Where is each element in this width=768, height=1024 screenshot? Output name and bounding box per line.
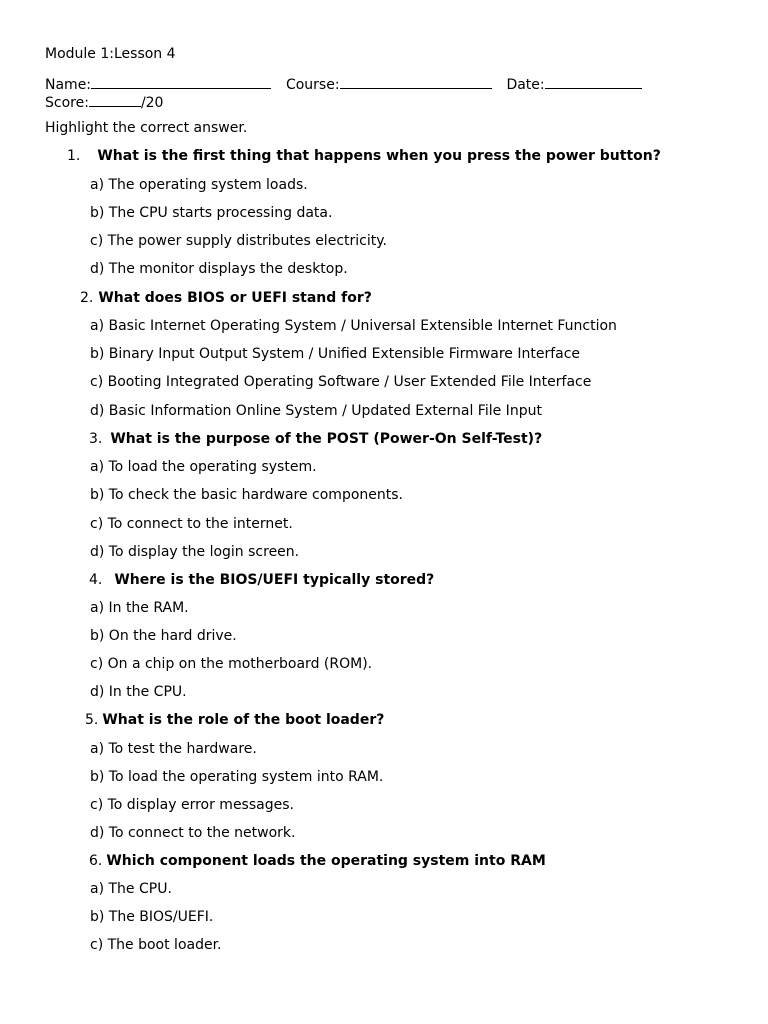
course-label: Course:: [285, 77, 340, 93]
answer-option[interactable]: b) To check the basic hardware components.: [90, 487, 403, 503]
answer-option[interactable]: a) The CPU.: [90, 881, 172, 897]
instruction-text: Highlight the correct answer.: [45, 120, 248, 136]
answer-option[interactable]: c) To display error messages.: [90, 797, 294, 813]
question-text: What is the role of the boot loader?: [102, 712, 385, 728]
answer-option[interactable]: c) Booting Integrated Operating Software / User Extended File Interface: [90, 374, 592, 390]
answer-option[interactable]: a) Basic Internet Operating System / Universal Extensible Internet Function: [90, 318, 617, 334]
question-2: [80, 290, 372, 307]
question-1: [67, 148, 661, 165]
name-label: Name:: [45, 77, 92, 93]
name-blank[interactable]: [91, 75, 271, 89]
answer-option[interactable]: c) To connect to the internet.: [90, 516, 293, 532]
answer-option[interactable]: d) To connect to the network.: [90, 825, 296, 841]
question-text: Where is the BIOS/UEFI typically stored?: [114, 572, 435, 588]
question-text: Which component loads the operating system into RAM: [106, 853, 546, 869]
answer-option[interactable]: a) To load the operating system.: [90, 459, 317, 475]
module-title: Module 1:Lesson 4: [45, 46, 176, 62]
answer-option[interactable]: a) The operating system loads.: [90, 177, 308, 193]
question-number: 3.: [89, 431, 103, 447]
score-blank[interactable]: [89, 93, 141, 107]
answer-option[interactable]: d) To display the login screen.: [90, 544, 300, 560]
question-text: What does BIOS or UEFI stand for?: [98, 290, 372, 306]
question-number: 2.: [80, 290, 94, 306]
answer-option[interactable]: b) To load the operating system into RAM.: [90, 769, 384, 785]
question-number: 5.: [85, 712, 99, 728]
answer-option[interactable]: c) On a chip on the motherboard (ROM).: [90, 656, 373, 672]
answer-option[interactable]: d) The monitor displays the desktop.: [90, 261, 348, 277]
date-label: Date:: [506, 77, 545, 93]
answer-option[interactable]: d) In the CPU.: [90, 684, 187, 700]
answer-option[interactable]: c) The boot loader.: [90, 937, 222, 953]
question-number: 1.: [67, 148, 81, 164]
question-text: What is the first thing that happens when you press the power button?: [97, 148, 661, 164]
question-5: [85, 712, 384, 729]
score-total: /20: [140, 95, 164, 111]
date-blank[interactable]: [545, 75, 642, 89]
answer-option[interactable]: b) Binary Input Output System / Unified Extensible Firmware Interface: [90, 346, 581, 362]
answer-option[interactable]: a) In the RAM.: [90, 600, 189, 616]
question-number: 6.: [89, 853, 103, 869]
answer-option[interactable]: b) The CPU starts processing data.: [90, 205, 333, 221]
answer-option[interactable]: a) To test the hardware.: [90, 741, 257, 757]
question-6: [89, 853, 546, 870]
score-label: Score:: [45, 95, 89, 111]
question-4: [89, 572, 434, 589]
question-number: 4.: [89, 572, 103, 588]
answer-option[interactable]: d) Basic Information Online System / Updated External File Input: [90, 403, 542, 419]
question-3: [89, 431, 542, 448]
score-row: [45, 93, 163, 112]
answer-option[interactable]: b) On the hard drive.: [90, 628, 237, 644]
answer-option[interactable]: c) The power supply distributes electricity.: [90, 233, 387, 249]
question-text: What is the purpose of the POST (Power-On Self-Test)?: [110, 431, 543, 447]
answer-option[interactable]: b) The BIOS/UEFI.: [90, 909, 214, 925]
student-info-row: [45, 75, 642, 94]
course-blank[interactable]: [340, 75, 492, 89]
